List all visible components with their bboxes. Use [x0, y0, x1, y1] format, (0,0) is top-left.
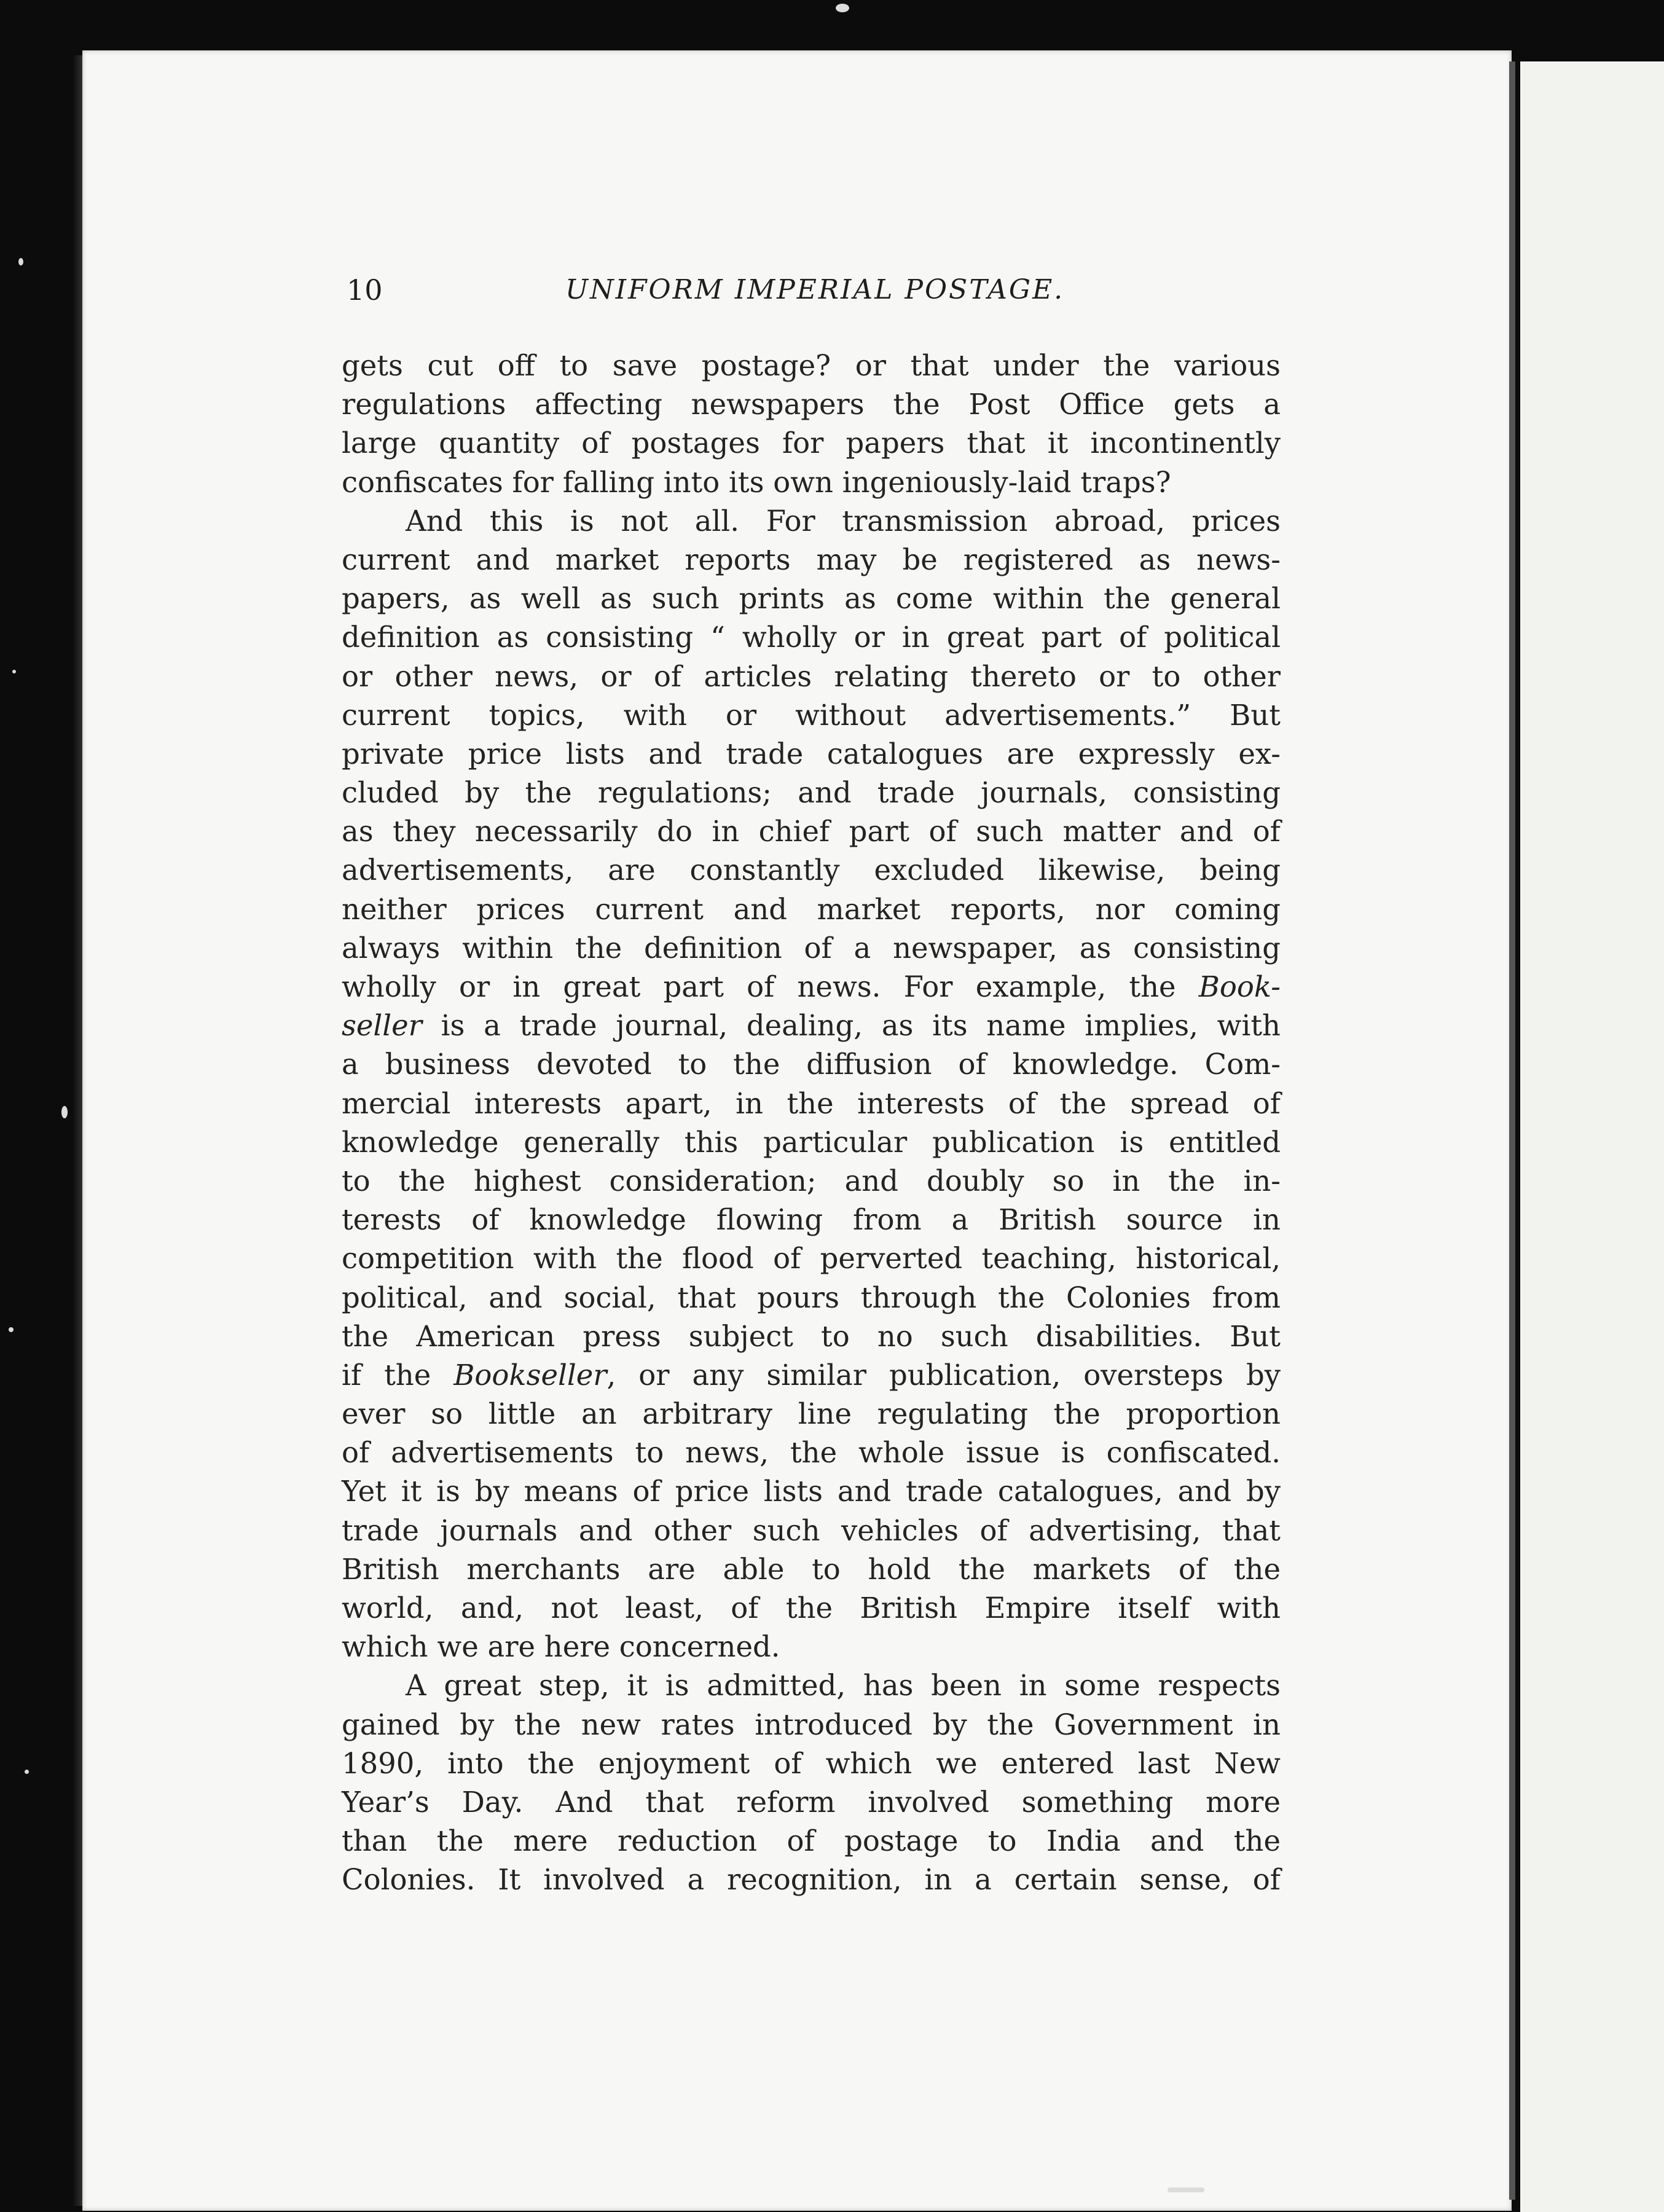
text-line: current topics, with or without advertisements.” But [342, 698, 1281, 732]
scan-speck [18, 258, 23, 265]
page-number: 10 [347, 273, 383, 307]
text-line: British merchants are able to hold the markets of the [342, 1552, 1281, 1586]
text-line: neither prices current and market reports, nor coming [342, 892, 1281, 926]
running-title: UNIFORM IMPERIAL POSTAGE. [565, 274, 1065, 305]
text-line [342, 1006, 1281, 1045]
italic-title: seller [342, 1009, 422, 1043]
text-line: competition with the flood of perverted teaching, historical, [342, 1242, 1281, 1276]
text-segment: , or any similar publication, oversteps by [606, 1358, 1281, 1392]
text-line: always within the definition of a newspaper, as consisting [342, 931, 1281, 965]
italic-title: Book- [1198, 970, 1281, 1003]
text-line: advertisements, are constantly excluded likewise, being [342, 853, 1281, 887]
text-line: private price lists and trade catalogues are expressly ex- [342, 737, 1281, 771]
text-line: terests of knowledge flowing from a British source in [342, 1203, 1281, 1237]
text-line: large quantity of postages for papers that it incontinently [342, 426, 1281, 460]
paragraph-start-line: A great step, it is admitted, has been in some respects [406, 1669, 1281, 1703]
scan-speck [836, 4, 849, 12]
text-segment: wholly or in great part of news. For example, the [342, 970, 1199, 1003]
text-line: current and market reports may be registered as news- [342, 543, 1281, 576]
text-line: 1890, into the enjoyment of which we entered last New [342, 1746, 1281, 1780]
text-line: trade journals and other such vehicles of advertising, that [342, 1513, 1281, 1547]
page-header [347, 265, 1299, 315]
scan-speck [9, 1327, 14, 1332]
text-line: as they necessarily do in chief part of such matter and of [342, 815, 1281, 849]
text-line: world, and, not least, of the British Empire itself with [342, 1591, 1281, 1625]
paragraph-start-line: And this is not all. For transmission abroad, prices [406, 504, 1281, 538]
text-line: gained by the new rates introduced by the Government in [342, 1708, 1281, 1741]
text-line: which we are here concerned. [342, 1630, 780, 1664]
scan-speck [12, 670, 16, 673]
text-line: knowledge generally this particular publication is entitled [342, 1125, 1281, 1159]
text-line: Colonies. It involved a recognition, in a certain sense, of [342, 1863, 1281, 1897]
gutter-edge [1509, 61, 1515, 2200]
text-line [342, 968, 1281, 1006]
text-segment: if the [342, 1358, 454, 1392]
body-text [342, 347, 1281, 1900]
text-line: than the mere reduction of postage to India and the [342, 1824, 1281, 1858]
text-line [342, 1356, 1281, 1395]
text-line: of advertisements to news, the whole issue is confiscated. [342, 1436, 1281, 1470]
text-line: definition as consisting “ wholly or in great part of political [342, 621, 1281, 654]
text-line: or other news, or of articles relating thereto or to other [342, 659, 1281, 693]
text-segment: is a trade journal, dealing, as its name implies, with [422, 1009, 1281, 1043]
text-line: Year’s Day. And that reform involved something more [342, 1785, 1281, 1819]
text-line: a business devoted to the diffusion of knowledge. Com- [342, 1048, 1281, 1081]
text-line: cluded by the regulations; and trade journals, consisting [342, 776, 1281, 810]
scan-speck [1168, 2187, 1204, 2192]
text-line: political, and social, that pours through the Colonies from [342, 1281, 1281, 1314]
text-line: the American press subject to no such disabilities. But [342, 1319, 1281, 1353]
text-line: Yet it is by means of price lists and trade catalogues, and by [342, 1475, 1281, 1508]
scan-speck [61, 1106, 68, 1118]
text-line: mercial interests apart, in the interests of the spread of [342, 1086, 1281, 1120]
text-line: ever so little an arbitrary line regulating the proportion [342, 1397, 1281, 1431]
text-line: to the highest consideration; and doubly so in the in- [342, 1164, 1281, 1198]
text-line: gets cut off to save postage? or that under the various [342, 349, 1281, 382]
text-line: regulations affecting newspapers the Post Office gets a [342, 388, 1281, 422]
text-line: papers, as well as such prints as come within the general [342, 582, 1281, 616]
italic-title: Bookseller [453, 1358, 607, 1392]
facing-page [1520, 61, 1664, 2212]
text-line: confiscates for falling into its own ingeniously-laid traps? [342, 465, 1171, 499]
scan-speck [25, 1770, 29, 1774]
